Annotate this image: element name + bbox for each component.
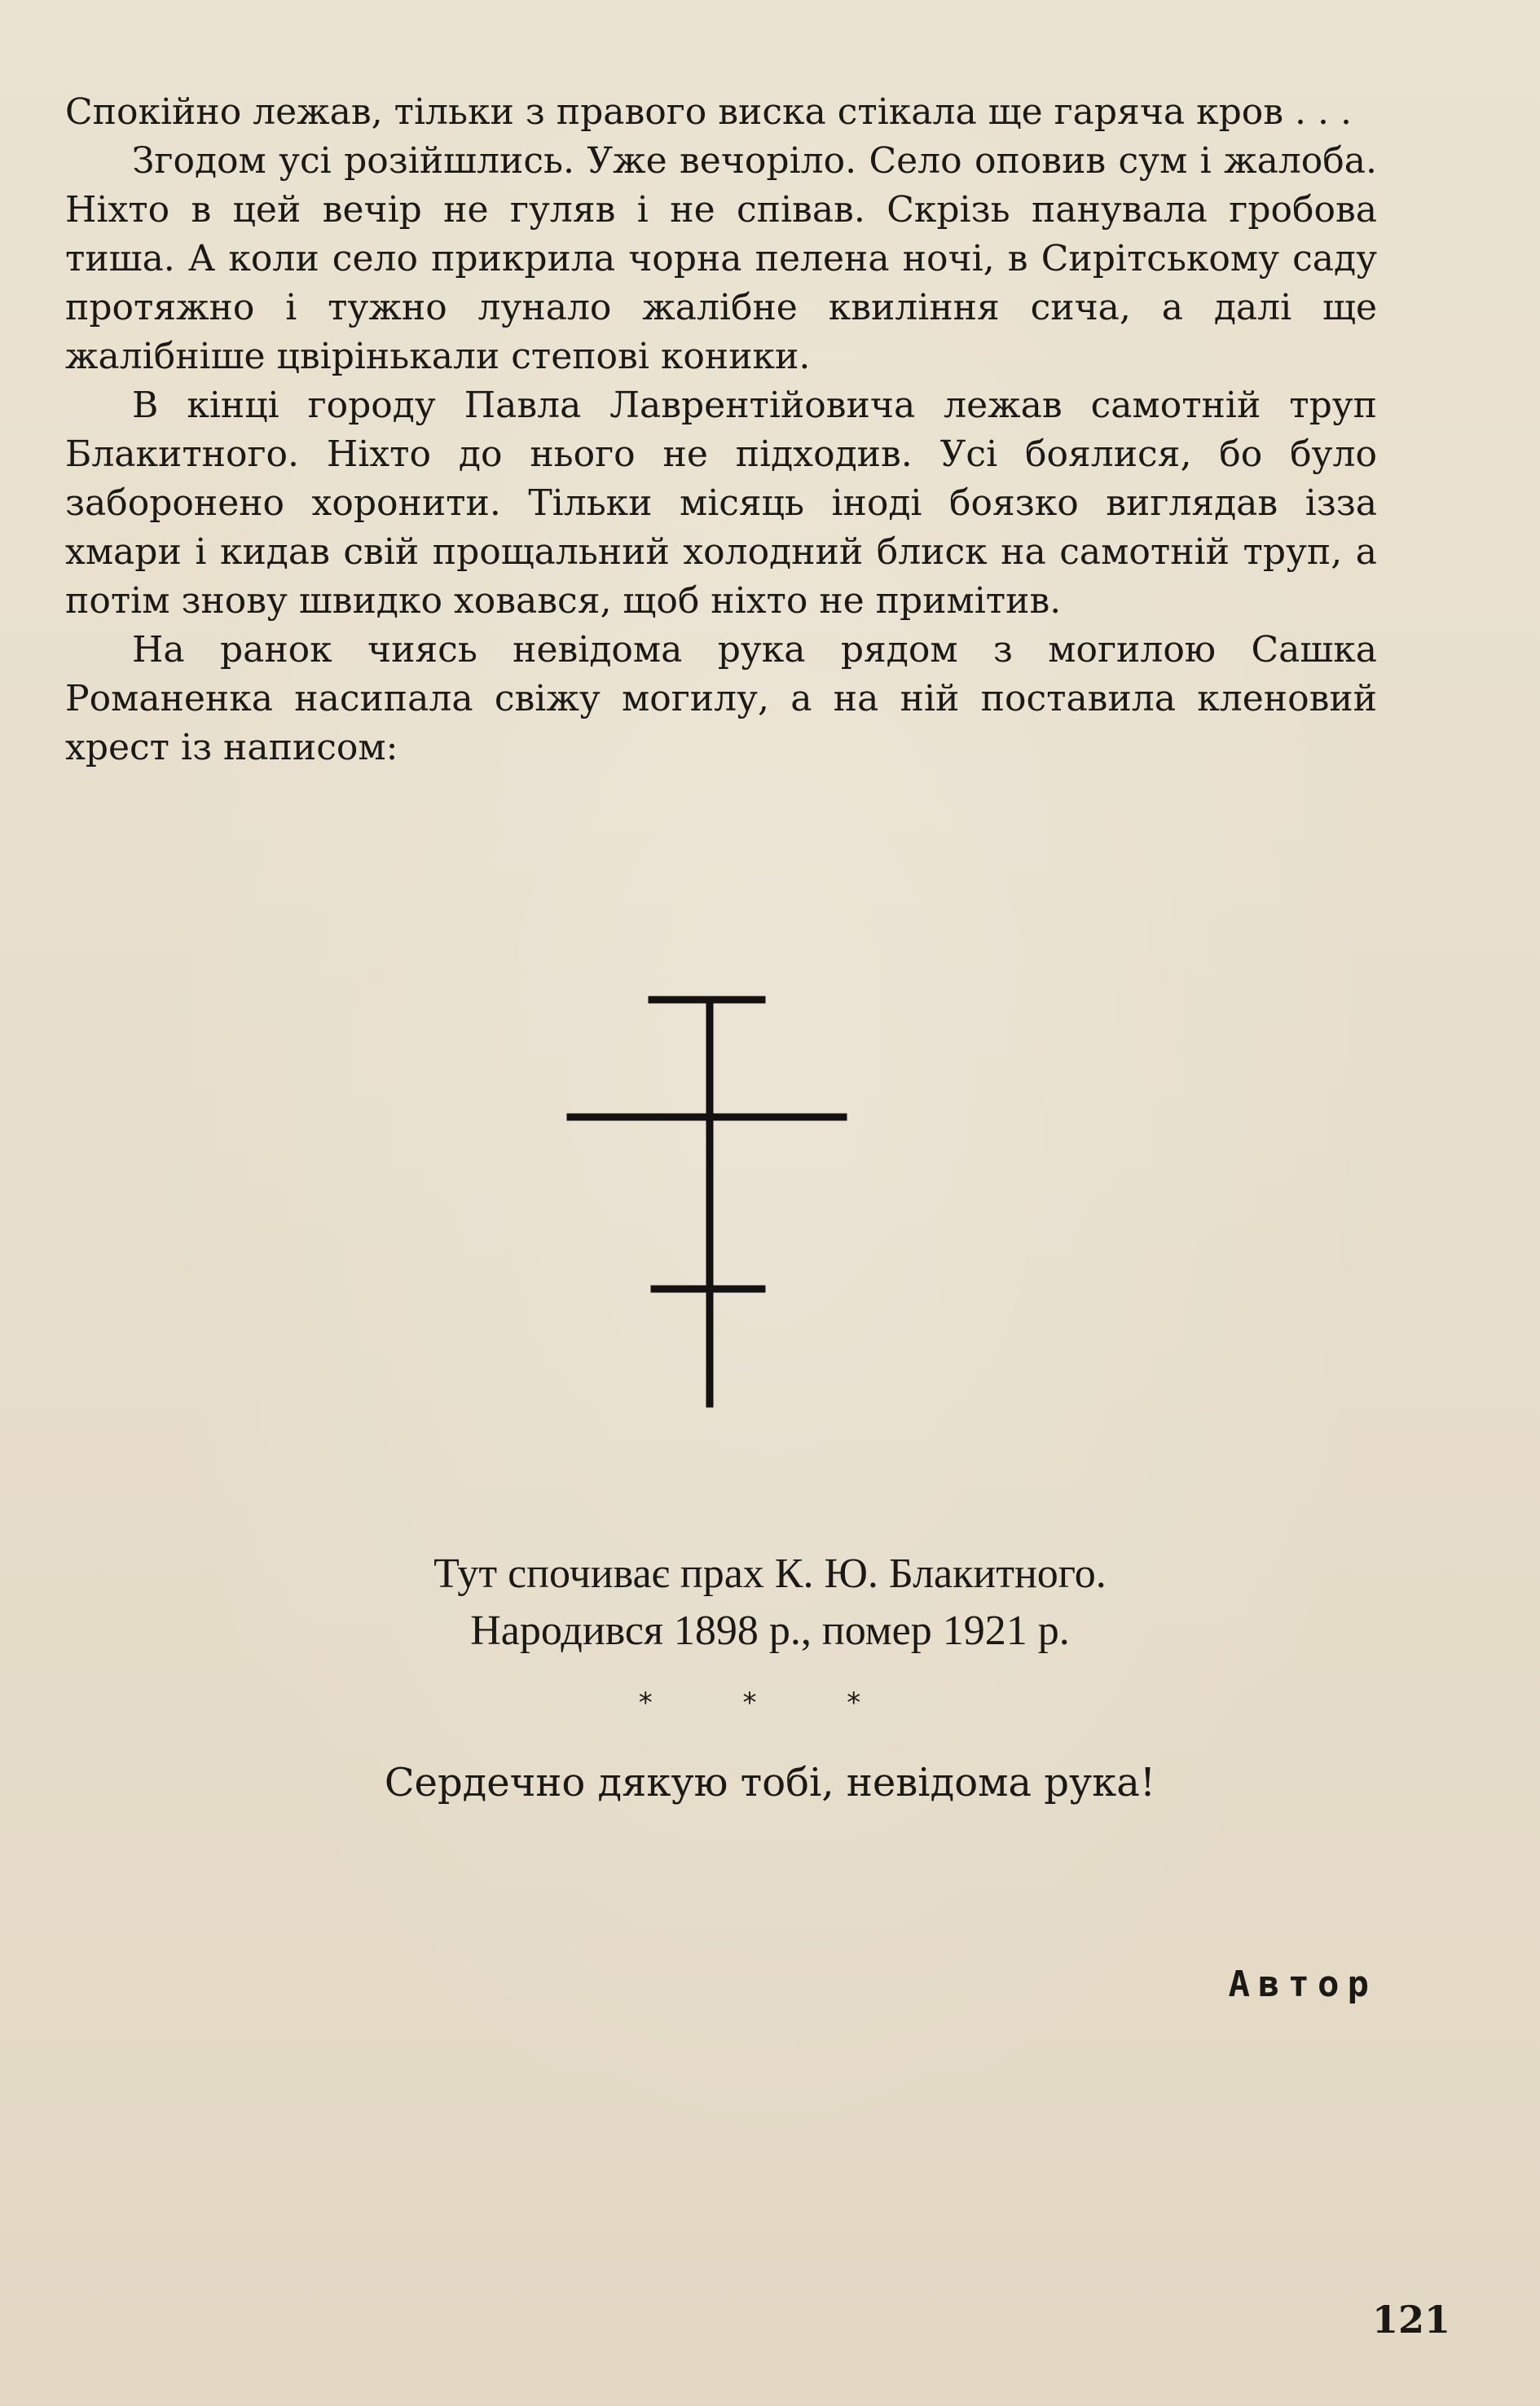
epitaph-line-1: Тут спочиває прах К. Ю. Блакитного. [433,1550,1107,1597]
paragraph-4: На ранок чиясь невідома рука рядом з могилою Сашка Романенка насипала свіжу могилу, а на ній поставила кленовий хрест із написом: [65,629,1377,768]
page-number: 121 [1371,2298,1450,2342]
body-text [65,88,1377,772]
paragraph-3: В кінці городу Павла Лаврентійовича лежав самотній труп Блакитного. Ніхто до нього не підходив. Усі боялися, бо було заборонено хоронити. Тільки місяць іноді боязко виглядав ізза хмари і кидав свій прощальний холодний блиск на самотній труп, а потім знову швидко ховався, щоб ніхто не примітив. [65,385,1377,622]
section-separator: * * * [638,1687,902,1719]
epitaph-line-2: Народився 1898 р., помер 1921 р. [470,1608,1070,1654]
dedication-line: Сердечно дякую тобі, невідома рука! [384,1760,1156,1806]
paragraph-1: Спокійно лежав, тільки з правого виска стікала ще гаряча кров . . . [65,91,1352,133]
author-signature: Автор [1228,1964,1377,2005]
paragraph-2: Згодом усі розійшлись. Уже вечоріло. Село оповив сум і жалоба. Ніхто в цей вечір не гуляв і не співав. Скрізь панувала гробова тиша. А коли село прикрила чорна пелена ночі, в Сирітському саду протяжно і тужно лунало жалібне квиління сича, а далі ще жалібніше цвірінькали степові коники. [65,140,1377,377]
orthodox-cross-icon [562,990,856,1414]
